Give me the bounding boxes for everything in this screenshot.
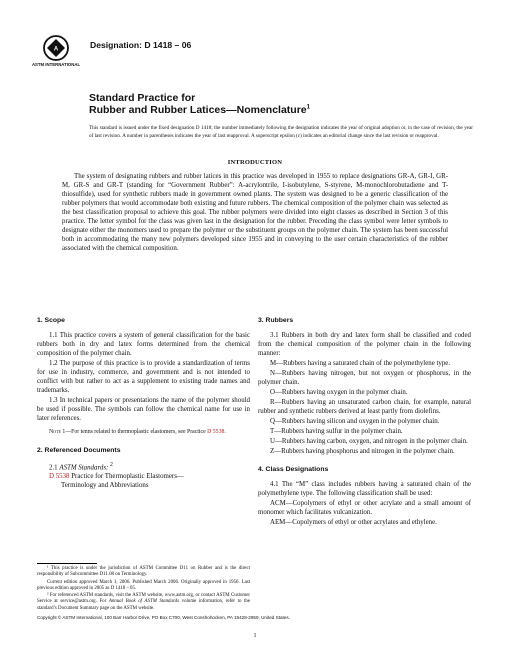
rubber-class-t: T—Rubbers having sulfur in the polymer chain. bbox=[270, 428, 403, 435]
designation-acm: ACM—Copolymers of ethyl or other acrylate and a small amount of monomer which facilitates vulcanization. bbox=[258, 500, 471, 516]
svg-text:A: A bbox=[53, 46, 59, 53]
designation-aem: AEM—Copolymers of ethyl or other acrylates and ethylene. bbox=[270, 519, 437, 526]
reference-d5538 bbox=[49, 472, 250, 481]
reference-title-b: Terminology and Abbreviations bbox=[61, 482, 149, 490]
rubber-class-r: R—Rubbers having an unsaturated carbon chain, for example, natural rubber and synthetic rubbers derived at least partly from diolefins. bbox=[258, 399, 471, 415]
note-label: Note 1 bbox=[49, 429, 66, 435]
svg-text:ASTM INTERNATIONAL: ASTM INTERNATIONAL bbox=[31, 62, 81, 67]
note-text: —For tenns related to thermoplastic elastomers, see Practice bbox=[65, 429, 206, 435]
footnote-1b: Current edition approved March 1, 2006. Published March 2006. Originally approved in 1956. Last previous edition approved in 2005 as D 1418 – 05. bbox=[37, 579, 250, 591]
left-column bbox=[37, 316, 250, 490]
right-column bbox=[258, 316, 471, 528]
footnote-2-text-a: ² For referenced ASTM standards, visit the ASTM website, www.astm.org, or contact ASTM Customer Service at service@astm.org. For bbox=[37, 593, 250, 605]
copyright-line: Copyright © ASTM International, 100 Barr Harbor Drive, PO Box C700, West Conshohocken, PA 19428-2959, United States. bbox=[37, 615, 290, 620]
title-line-1: Standard Practice for bbox=[89, 92, 196, 104]
page-number: 1 bbox=[253, 633, 257, 639]
footnote-divider bbox=[37, 563, 97, 564]
issuance-notice: This standard is issued under the fixed designation D 1418; the number immediately following the designation indicates the year of original adoption or, in the case of revision, the year of last revision. A number in parentheses indicates the year of last reapproval. A superscript epsilon (ε) indicates an editorial change since the last revision or reapproval. bbox=[89, 125, 473, 139]
footnote-1a: ¹ This practice is under the jurisdiction of ASTM Committee D11 on Rubber and is the direct responsibility of Subcommittee D11.08 on Terminology. bbox=[37, 566, 250, 578]
rubber-class-u: U—Rubbers having carbon, oxygen, and nitrogen in the polymer chain. bbox=[270, 438, 468, 445]
footnotes bbox=[37, 566, 250, 613]
para-2-1 bbox=[49, 461, 250, 472]
rubber-class-z: Z—Rubbers having phosphorus and nitrogen in the polymer chain. bbox=[270, 448, 455, 455]
rubber-class-n: N—Rubbers having nitrogen, but not oxygen or phosphorus, in the polymer chain. bbox=[258, 370, 471, 386]
para-1-2: 1.2 The purpose of this practice is to provide a standardization of terms for use in industry, commerce, and government and is not intended to conflict with but rather to act as a supplement to existing trade names and trademarks. bbox=[37, 360, 250, 394]
section-2-heading: 2. Referenced Documents bbox=[37, 447, 121, 454]
title-footnote-mark: 1 bbox=[306, 104, 310, 111]
rubber-class-q: Q—Rubbers having silicon and oxygen in the polymer chain. bbox=[270, 418, 440, 425]
footnote-2-text-b: volume information, refer to the standard’s Document Summary page on the ASTM website. bbox=[37, 599, 250, 611]
astm-standards-label: ASTM Standards: bbox=[59, 464, 109, 472]
title-line-2 bbox=[89, 104, 310, 116]
para-4-1: 4.1 The “M” class includes rubbers having a saturated chain of the polymethylene type. The following classification shall be used: bbox=[258, 481, 471, 497]
reference-code-link[interactable]: D 5538 bbox=[49, 473, 70, 481]
note-1 bbox=[37, 428, 250, 436]
footnote-2-italic: Annual Book of ASTM Standards bbox=[108, 599, 180, 605]
para-2-1-number: 2.1 bbox=[49, 464, 58, 472]
section-4-heading: 4. Class Designations bbox=[258, 466, 329, 473]
section-1-heading: 1. Scope bbox=[37, 317, 65, 324]
note-reference-link[interactable]: D 5538. bbox=[207, 429, 226, 435]
designation: Designation: D 1418 – 06 bbox=[90, 40, 192, 50]
footnote-2 bbox=[37, 593, 250, 612]
introduction-text: The system of designating rubbers and rubber latices in this practice was developed in 1955 to replace designations GR-A, GR-I, GR-M, GR-S and GR-T (standing for “Government Rubber”: A-acrylontrile, I-isobutylene, S-styrene, M-monochlorobutadiene and T-thiosulfide), used for synthetic rubbers made in government owned plants. The system was designed to be a generic classification of the rubber polymers that would accommodate both existing and future rubbers. The chemical composition of the polymer chain was selected as the best classification proposal to achieve this goal. The rubber polymers were divided into eight classes as described in Section 3 of this practice. The letter symbol for the class was given last in the designation for the rubber. Preceding the class symbol were letter symbols to designate either the monomers used to prepare the polymer or the substituent groups on the polymer chain. The system has been successful both in accommodating the many new polymers developed since 1955 and in conveying to the user certain characteristics of the rubber associated with the chemical composition. bbox=[62, 173, 448, 252]
rubber-class-m: M—Rubbers having a saturated chain of the polymethylene type. bbox=[270, 360, 451, 367]
rubber-class-o: O—Rubbers having oxygen in the polymer chain. bbox=[270, 389, 408, 396]
section-3-heading: 3. Rubbers bbox=[258, 317, 294, 324]
astm-logo bbox=[31, 34, 81, 68]
para-1-3: 1.3 In technical papers or presentations the name of the polymer should be used if possible. The symbols can follow the chemical name for use in later references. bbox=[37, 397, 250, 422]
reference-title-a: Practice for Thermoplastic Elastomers— bbox=[71, 473, 184, 481]
para-3-1: 3.1 Rubbers in both dry and latex form shall be classified and coded from the chemical composition of the polymer chain in the following manner: bbox=[258, 332, 471, 357]
para-1-1: 1.1 This practice covers a system of general classification for the basic rubbers both in dry and latex forms determined from the chemical composition of the polymer chain. bbox=[37, 332, 250, 357]
introduction-heading: INTRODUCTION bbox=[227, 159, 283, 166]
title-text: Rubber and Rubber Latices—Nomenclature bbox=[89, 104, 307, 116]
footnote-mark-2: 2 bbox=[110, 462, 113, 468]
